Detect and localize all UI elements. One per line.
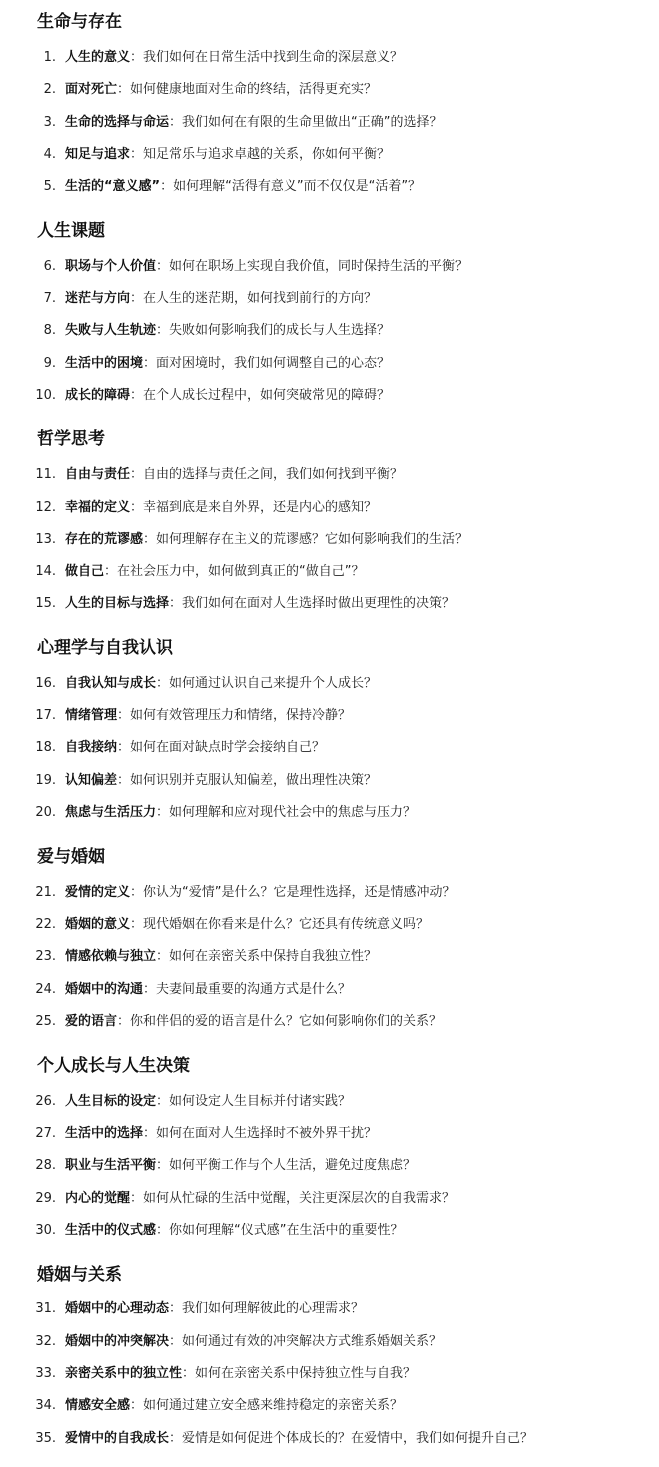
list-item: [0, 1221, 659, 1241]
item-number: 30.: [35, 1223, 56, 1238]
list-item: [0, 321, 659, 341]
item-term: 生活的“意义感”: [65, 179, 161, 194]
item-number: 34.: [35, 1398, 56, 1413]
item-description: 我们如何在有限的生命里做出“正确”的选择？: [182, 115, 443, 130]
item-separator: ：: [169, 1431, 183, 1446]
list-item: [0, 1332, 659, 1352]
item-term: 婚姻中的沟通: [65, 982, 144, 997]
list-item: [0, 1396, 659, 1416]
item-number: 29.: [35, 1191, 56, 1206]
list-item: [0, 498, 659, 518]
list-item: [0, 947, 659, 967]
item-description: 如何识别并克服认知偏差，做出理性决策？: [130, 773, 378, 788]
item-number: 1.: [43, 50, 56, 65]
item-description: 知足常乐与追求卓越的关系，你如何平衡？: [143, 147, 391, 162]
item-number: 17.: [35, 708, 56, 723]
item-number: 20.: [35, 805, 56, 820]
item-description: 在个人成长过程中，如何突破常见的障碍？: [143, 388, 391, 403]
item-separator: ：: [104, 564, 118, 579]
item-separator: ：: [169, 115, 183, 130]
item-separator: ：: [143, 1126, 157, 1141]
item-separator: ：: [143, 982, 157, 997]
list-item: [0, 562, 659, 582]
item-description: 幸福到底是来自外界，还是内心的感知？: [143, 500, 378, 515]
item-separator: ：: [182, 1366, 196, 1381]
item-description: 我们如何在面对人生选择时做出更理性的决策？: [182, 596, 456, 611]
list-item: [0, 257, 659, 277]
item-term: 情绪管理: [65, 708, 118, 723]
item-separator: ：: [130, 291, 144, 306]
item-number: 13.: [35, 532, 56, 547]
item-description: 如何通过认识自己来提升个人成长？: [169, 676, 378, 691]
item-term: 面对死亡: [65, 82, 118, 97]
list-item: [0, 48, 659, 68]
list-item: [0, 80, 659, 100]
item-separator: ：: [130, 467, 144, 482]
item-separator: ：: [130, 500, 144, 515]
list-item: [0, 465, 659, 485]
item-description: 如何理解“活得有意义”而不仅仅是“活着”？: [173, 179, 422, 194]
item-description: 我们如何在日常生活中找到生命的深层意义？: [143, 50, 404, 65]
item-term: 迷茫与方向: [65, 291, 131, 306]
item-number: 10.: [35, 388, 56, 403]
item-separator: ：: [156, 323, 170, 338]
list-item: [0, 674, 659, 694]
list-item: [0, 1429, 659, 1449]
item-number: 31.: [35, 1301, 56, 1316]
item-term: 职业与生活平衡: [65, 1158, 157, 1173]
item-number: 9.: [43, 356, 56, 371]
item-term: 生命的选择与命运: [65, 115, 170, 130]
item-description: 如何在职场上实现自我价值，同时保持生活的平衡？: [169, 259, 469, 274]
list-item: [0, 113, 659, 133]
item-number: 7.: [43, 291, 56, 306]
item-term: 焦虑与生活压力: [65, 805, 157, 820]
section-title: 人生课题: [37, 221, 105, 241]
item-description: 如何有效管理压力和情绪，保持冷静？: [130, 708, 352, 723]
item-separator: ：: [117, 708, 131, 723]
list-item: [0, 177, 659, 197]
section-title: 心理学与自我认识: [37, 638, 173, 658]
item-number: 14.: [35, 564, 56, 579]
list-item: [0, 1299, 659, 1319]
list-item: [0, 706, 659, 726]
item-number: 18.: [35, 740, 56, 755]
item-term: 婚姻中的心理动态: [65, 1301, 170, 1316]
list-item: [0, 530, 659, 550]
item-number: 8.: [43, 323, 56, 338]
list-item: [0, 1189, 659, 1209]
item-number: 24.: [35, 982, 56, 997]
item-separator: ：: [117, 82, 131, 97]
item-term: 幸福的定义: [65, 500, 131, 515]
list-item: [0, 980, 659, 1000]
item-term: 人生目标的设定: [65, 1094, 157, 1109]
item-term: 认知偏差: [65, 773, 118, 788]
item-description: 爱情是如何促进个体成长的？在爱情中，我们如何提升自己？: [182, 1431, 534, 1446]
list-item: [0, 803, 659, 823]
item-term: 职场与个人价值: [65, 259, 157, 274]
list-item: [0, 1124, 659, 1144]
item-number: 35.: [35, 1431, 56, 1446]
item-separator: ：: [169, 596, 183, 611]
item-description: 你如何理解“仪式感”在生活中的重要性？: [169, 1223, 404, 1238]
item-separator: ：: [156, 1094, 170, 1109]
item-number: 11.: [35, 467, 56, 482]
list-item: [0, 915, 659, 935]
list-item: [0, 145, 659, 165]
item-description: 你认为“爱情”是什么？它是理性选择，还是情感冲动？: [143, 885, 456, 900]
item-description: 你和伴侣的爱的语言是什么？它如何影响你们的关系？: [130, 1014, 443, 1029]
item-description: 如何设定人生目标并付诸实践？: [169, 1094, 352, 1109]
list-item: [0, 1092, 659, 1112]
item-description: 面对困境时，我们如何调整自己的心态？: [156, 356, 391, 371]
list-item: [0, 1156, 659, 1176]
item-term: 爱的语言: [65, 1014, 118, 1029]
item-number: 2.: [43, 82, 56, 97]
item-description: 如何理解存在主义的荒谬感？它如何影响我们的生活？: [156, 532, 469, 547]
item-separator: ：: [130, 388, 144, 403]
item-separator: ：: [143, 532, 157, 547]
item-description: 如何理解和应对现代社会中的焦虑与压力？: [169, 805, 417, 820]
item-term: 生活中的仪式感: [65, 1223, 157, 1238]
item-separator: ：: [143, 356, 157, 371]
list-item: [0, 386, 659, 406]
item-term: 情感安全感: [65, 1398, 131, 1413]
item-number: 27.: [35, 1126, 56, 1141]
item-separator: ：: [156, 1223, 170, 1238]
item-description: 现代婚姻在你看来是什么？它还具有传统意义吗？: [143, 917, 430, 932]
item-separator: ：: [130, 1191, 144, 1206]
item-number: 28.: [35, 1158, 56, 1173]
item-number: 15.: [35, 596, 56, 611]
section-title: 爱与婚姻: [37, 847, 105, 867]
item-description: 失败如何影响我们的成长与人生选择？: [169, 323, 391, 338]
section-title: 个人成长与人生决策: [37, 1056, 190, 1076]
item-separator: ：: [117, 773, 131, 788]
item-term: 自我接纳: [65, 740, 118, 755]
item-separator: ：: [117, 1014, 131, 1029]
list-item: [0, 1364, 659, 1384]
item-term: 生活中的选择: [65, 1126, 144, 1141]
item-term: 存在的荒谬感: [65, 532, 144, 547]
item-separator: ：: [156, 676, 170, 691]
item-term: 爱情中的自我成长: [65, 1431, 170, 1446]
item-description: 自由的选择与责任之间，我们如何找到平衡？: [143, 467, 404, 482]
item-number: 26.: [35, 1094, 56, 1109]
item-term: 人生的目标与选择: [65, 596, 170, 611]
item-separator: ：: [130, 885, 144, 900]
item-separator: ：: [130, 917, 144, 932]
item-term: 亲密关系中的独立性: [65, 1366, 183, 1381]
item-number: 5.: [43, 179, 56, 194]
list-item: [0, 594, 659, 614]
item-term: 做自己: [65, 564, 105, 579]
item-separator: ：: [117, 740, 131, 755]
item-description: 如何健康地面对生命的终结，活得更充实？: [130, 82, 378, 97]
section-title: 哲学思考: [37, 429, 105, 449]
item-number: 23.: [35, 949, 56, 964]
item-term: 自我认知与成长: [65, 676, 157, 691]
item-term: 知足与追求: [65, 147, 131, 162]
item-term: 情感依赖与独立: [65, 949, 157, 964]
item-description: 如何通过有效的冲突解决方式维系婚姻关系？: [182, 1334, 443, 1349]
item-description: 如何通过建立安全感来维持稳定的亲密关系？: [143, 1398, 404, 1413]
item-term: 成长的障碍: [65, 388, 131, 403]
item-number: 33.: [35, 1366, 56, 1381]
item-separator: ：: [130, 50, 144, 65]
item-number: 12.: [35, 500, 56, 515]
item-number: 4.: [43, 147, 56, 162]
item-description: 如何在面对人生选择时不被外界干扰？: [156, 1126, 378, 1141]
item-term: 婚姻中的冲突解决: [65, 1334, 170, 1349]
item-number: 16.: [35, 676, 56, 691]
item-description: 如何从忙碌的生活中觉醒，关注更深层次的自我需求？: [143, 1191, 456, 1206]
list-item: [0, 771, 659, 791]
item-term: 自由与责任: [65, 467, 131, 482]
item-term: 内心的觉醒: [65, 1191, 131, 1206]
list-item: [0, 883, 659, 903]
item-term: 爱情的定义: [65, 885, 131, 900]
section-title: 婚姻与关系: [37, 1265, 122, 1285]
list-item: [0, 1012, 659, 1032]
list-item: [0, 289, 659, 309]
item-number: 21.: [35, 885, 56, 900]
item-description: 如何在面对缺点时学会接纳自己？: [130, 740, 326, 755]
item-number: 25.: [35, 1014, 56, 1029]
item-description: 如何在亲密关系中保持自我独立性？: [169, 949, 378, 964]
item-separator: ：: [169, 1334, 183, 1349]
item-term: 失败与人生轨迹: [65, 323, 157, 338]
item-description: 在人生的迷茫期，如何找到前行的方向？: [143, 291, 378, 306]
section-title: 生命与存在: [37, 12, 122, 32]
item-separator: ：: [156, 1158, 170, 1173]
item-number: 6.: [43, 259, 56, 274]
item-term: 婚姻的意义: [65, 917, 131, 932]
item-separator: ：: [169, 1301, 183, 1316]
item-separator: ：: [160, 179, 174, 194]
item-description: 夫妻间最重要的沟通方式是什么？: [156, 982, 352, 997]
list-item: [0, 738, 659, 758]
item-number: 19.: [35, 773, 56, 788]
item-separator: ：: [156, 259, 170, 274]
item-description: 如何在亲密关系中保持独立性与自我？: [195, 1366, 417, 1381]
item-description: 如何平衡工作与个人生活，避免过度焦虑？: [169, 1158, 417, 1173]
item-separator: ：: [130, 1398, 144, 1413]
list-item: [0, 354, 659, 374]
item-number: 32.: [35, 1334, 56, 1349]
item-description: 在社会压力中，如何做到真正的“做自己”？: [117, 564, 365, 579]
item-number: 22.: [35, 917, 56, 932]
item-term: 生活中的困境: [65, 356, 144, 371]
item-separator: ：: [130, 147, 144, 162]
item-separator: ：: [156, 805, 170, 820]
item-description: 我们如何理解彼此的心理需求？: [182, 1301, 365, 1316]
item-term: 人生的意义: [65, 50, 131, 65]
item-separator: ：: [156, 949, 170, 964]
item-number: 3.: [43, 115, 56, 130]
